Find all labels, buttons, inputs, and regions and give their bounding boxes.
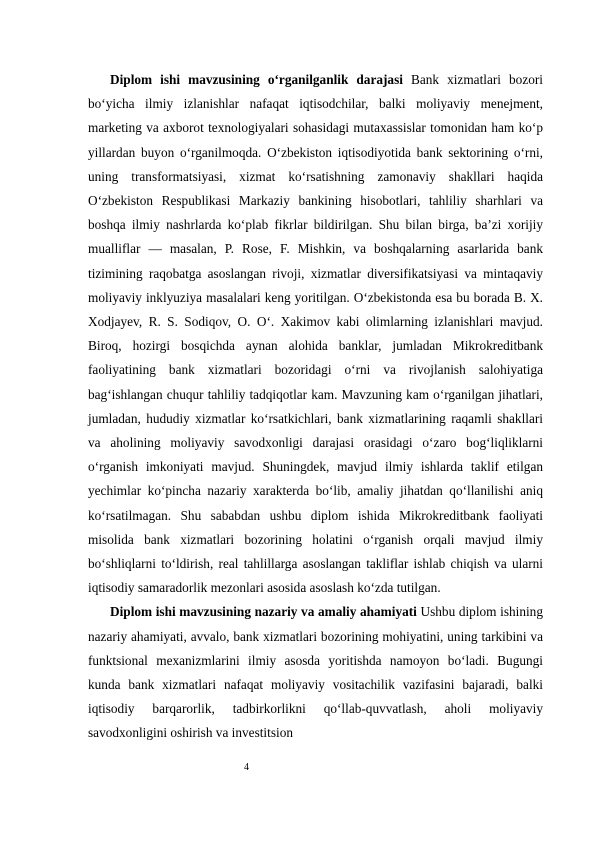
paragraph-significance bbox=[88, 600, 543, 745]
paragraph-study-degree bbox=[88, 68, 543, 600]
paragraph-body: Ushbu diplom ishining nazariy ahamiyati, avvalo, bank xizmatlari bozorining mohiyatini, uning tarkibini va funktsional mexanizmlarini ilmiy asosda yoritishda namoyon bo‘ladi. Bugungi kunda bank xizmatlari nafaqat moliyaviy vositachilik vazifasini bajaradi, balki iqtisodiy barqarorlik, tadbirkorlikni qo‘llab-quvvatlash, aholi moliyaviy savodxonligini oshirish va investitsion bbox=[88, 604, 543, 741]
page-number bbox=[0, 762, 595, 774]
document-page bbox=[88, 68, 543, 746]
paragraph-body: Bank xizmatlari bozori bo‘yicha ilmiy izlanishlar nafaqat iqtisodchilar, balki moliyaviy menejment, marketing va axborot texnologiyalari sohasidagi mutaxassislar tomonidan ham ko‘p yillardan buyon o‘rganilmoqda. O‘zbekiston iqtisodiyotida bank sektorining o‘rni, uning transformatsiyasi, xizmat ko‘rsatishning zamonaviy shakllari haqida O‘zbekiston Respublikasi Markaziy bankining hisobotlari, tahliliy sharhlari va boshqa ilmiy nashrlarda ko‘plab fikrlar bildirilgan. Shu bilan birga, ba’zi xorijiy mualliflar — masalan, P. Rose, F. Mishkin, va boshqalarning asarlarida bank tizimining raqobatga asoslangan rivoji, xizmatlar diversifikatsiyasi va mintaqaviy moliyaviy inklyuziya masalalari keng yoritilgan. O‘zbekistonda esa bu borada B. X. Xodjayev, R. S. Sodiqov, O. O‘. Xakimov kabi olimlarning izlanishlari mavjud. Biroq, hozirgi bosqichda aynan alohida banklar, jumladan Mikrokreditbank faoliyatining bank xizmatlari bozoridagi o‘rni va rivojlanish salohiyatiga bag‘ishlangan chuqur tahliliy tadqiqotlar kam. Mavzuning kam o‘rganilgan jihatlari, jumladan, hududiy xizmatlar ko‘rsatkichlari, bank xizmatlarining raqamli shakllari va aholining moliyaviy savodxonligi darajasi orasidagi o‘zaro bog‘liqliklarni o‘rganish imkoniyati mavjud. Shuningdek, mavjud ilmiy ishlarda taklif etilgan yechimlar ko‘pincha nazariy xarakterda bo‘lib, amaliy jihatdan qo‘llanilishi aniq ko‘rsatilmagan. Shu sababdan ushbu diplom ishida Mikrokreditbank faoliyati misolida bank xizmatlari bozorining holatini o‘rganish orqali mavjud ilmiy bo‘shliqlarni to‘ldirish, real tahlillarga asoslangan takliflar ishlab chiqish va ularni iqtisodiy samaradorlik mezonlari asosida asoslash ko‘zda tutilgan. bbox=[88, 72, 543, 596]
paragraph-heading: Diplom ishi mavzusining o‘rganilganlik darajasi bbox=[110, 72, 403, 87]
paragraph-heading: Diplom ishi mavzusining nazariy va amaliy ahamiyati bbox=[110, 604, 417, 620]
page-number-text: 4 bbox=[244, 762, 249, 773]
